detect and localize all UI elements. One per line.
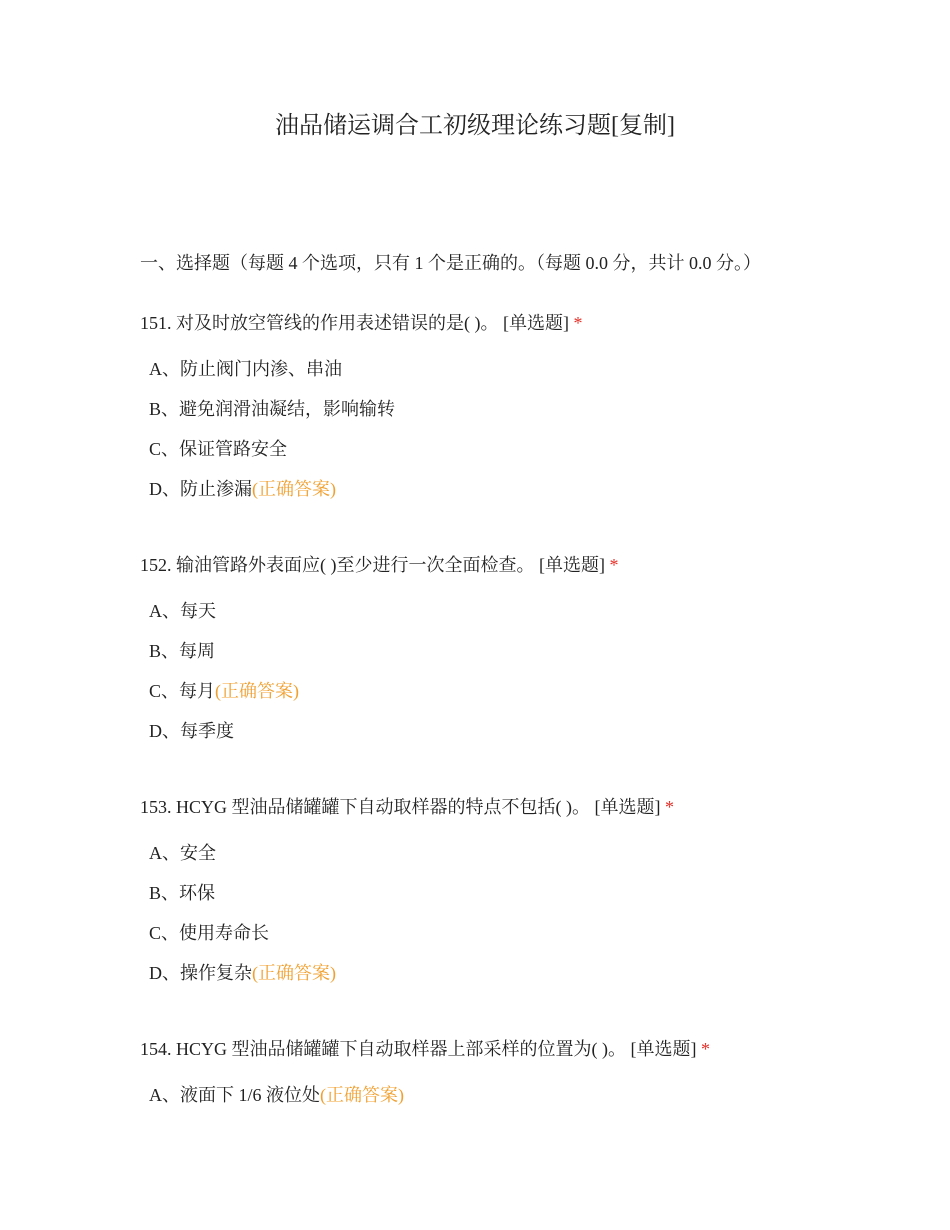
- required-mark: *: [573, 313, 583, 333]
- correct-answer-tag: (正确答案): [252, 963, 336, 983]
- option-text: A、安全: [149, 843, 216, 863]
- option-d[interactable]: [140, 717, 920, 757]
- correct-answer-tag: (正确答案): [215, 681, 300, 701]
- option-text: A、液面下 1/6 液位处: [149, 1085, 320, 1105]
- option-list: [140, 355, 920, 515]
- option-text: B、避免润滑油凝结，影响输转: [149, 399, 396, 419]
- correct-answer-tag: (正确答案): [320, 1085, 404, 1105]
- option-c[interactable]: [140, 919, 920, 959]
- question-text: 154. HCYG 型油品储罐罐下自动取样器上部采样的位置为( )。: [140, 1039, 626, 1059]
- question-type-tag: [单选题]: [630, 1039, 697, 1059]
- option-list: [140, 597, 920, 757]
- question-stem: [140, 793, 920, 821]
- question-153: [140, 793, 920, 999]
- required-mark: *: [701, 1039, 710, 1059]
- question-type-tag: [单选题]: [539, 555, 605, 575]
- option-text: D、每季度: [149, 721, 234, 741]
- option-text: B、每周: [149, 641, 216, 661]
- question-type-tag: [单选题]: [594, 797, 661, 817]
- question-text: 151. 对及时放空管线的作用表述错误的是( )。: [140, 313, 499, 333]
- required-mark: *: [665, 797, 674, 817]
- option-a[interactable]: [140, 839, 920, 879]
- option-text: D、防止渗漏: [149, 479, 252, 499]
- question-type-tag: [单选题]: [503, 313, 569, 333]
- option-text: C、保证管路安全: [149, 439, 288, 459]
- section-heading: 一、选择题（每题 4 个选项，只有 1 个是正确的。（每题 0.0 分，共计 0.0 分。）: [140, 253, 761, 273]
- option-a[interactable]: [140, 355, 920, 395]
- required-mark: *: [609, 555, 619, 575]
- correct-answer-tag: (正确答案): [252, 479, 336, 499]
- option-list: [140, 839, 920, 999]
- option-text: B、环保: [149, 883, 216, 903]
- question-151: [140, 309, 920, 515]
- question-stem: [140, 551, 920, 579]
- option-text: D、操作复杂: [149, 963, 252, 983]
- option-text: C、每月: [149, 681, 216, 701]
- question-text: 152. 输油管路外表面应( )至少进行一次全面检查。: [140, 555, 535, 575]
- option-c[interactable]: [140, 435, 920, 475]
- option-b[interactable]: [140, 395, 920, 435]
- question-text: 153. HCYG 型油品储罐罐下自动取样器的特点不包括( )。: [140, 797, 590, 817]
- option-a[interactable]: [140, 1081, 920, 1121]
- option-b[interactable]: [140, 637, 920, 677]
- question-152: [140, 551, 920, 757]
- option-list: [140, 1081, 920, 1121]
- option-a[interactable]: [140, 597, 920, 637]
- option-b[interactable]: [140, 879, 920, 919]
- option-c[interactable]: [140, 677, 920, 717]
- document-title: 油品储运调合工初级理论练习题[复制]: [275, 113, 675, 139]
- option-text: A、防止阀门内渗、串油: [149, 359, 342, 379]
- question-stem: [140, 1035, 920, 1063]
- question-154: [140, 1035, 920, 1121]
- question-stem: [140, 309, 920, 337]
- option-text: A、每天: [149, 601, 216, 621]
- option-d[interactable]: [140, 475, 920, 515]
- option-d[interactable]: [140, 959, 920, 999]
- option-text: C、使用寿命长: [149, 923, 270, 943]
